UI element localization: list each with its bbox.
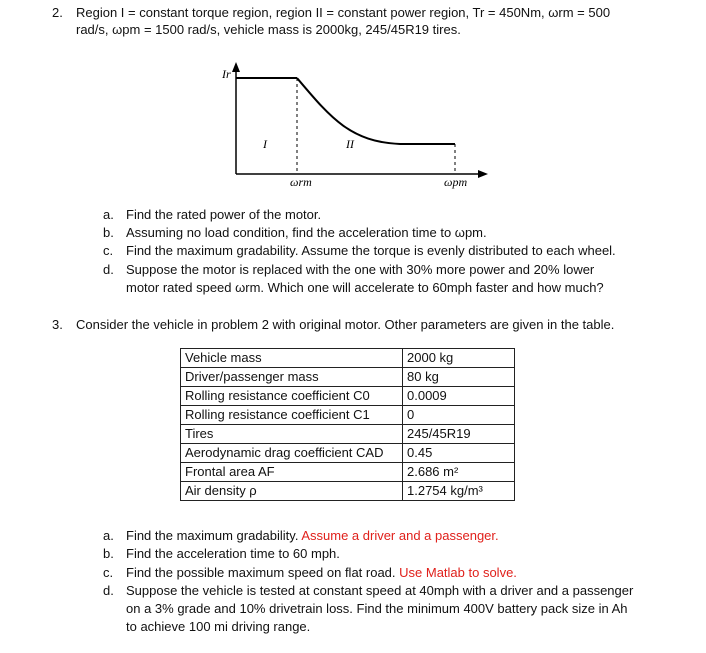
x-axis-arrow: [478, 170, 488, 178]
table-row: [181, 387, 515, 406]
value-cell: 0.0009: [403, 387, 515, 406]
p2-item-d-text-cont: motor rated speed ωrm. Which one will accelerate to 60mph faster and how much?: [126, 280, 604, 295]
param-cell: Air density ρ: [181, 482, 403, 501]
p2-item-b-text: Assuming no load condition, find the acceleration time to ωpm.: [126, 225, 487, 240]
p3-item-b-letter: b.: [103, 546, 114, 561]
p3-item-a: [126, 527, 499, 544]
param-cell: Rolling resistance coefficient C1: [181, 406, 403, 425]
constant-power-curve: [297, 78, 455, 144]
table-row: [181, 444, 515, 463]
table-row: [181, 406, 515, 425]
value-cell: 0: [403, 406, 515, 425]
param-cell: Tires: [181, 425, 403, 444]
x-tick-wrm: ωrm: [290, 175, 312, 189]
p3-item-d-letter: d.: [103, 583, 114, 598]
p2-item-d-letter: d.: [103, 262, 114, 277]
p3-item-d-text-cont1: on a 3% grade and 10% drivetrain loss. Find the minimum 400V battery pack size in Ah: [126, 601, 628, 616]
table-row: [181, 425, 515, 444]
problem2-line1: Region I = constant torque region, region II = constant power region, Tr = 450Nm, ωrm = 500: [76, 5, 611, 20]
p3-item-c-red-note: Use Matlab to solve.: [399, 565, 517, 580]
p2-item-c-letter: c.: [103, 243, 114, 258]
table-row: [181, 482, 515, 501]
p2-item-a-text: Find the rated power of the motor.: [126, 207, 322, 222]
param-cell: Driver/passenger mass: [181, 368, 403, 387]
param-cell: Rolling resistance coefficient C0: [181, 387, 403, 406]
y-axis-arrow: [232, 62, 240, 72]
p2-item-d-text: Suppose the motor is replaced with the one with 30% more power and 20% lower: [126, 262, 595, 277]
param-cell: Vehicle mass: [181, 349, 403, 368]
p3-item-c-text: Find the possible maximum speed on flat road.: [126, 565, 400, 580]
param-cell: Frontal area AF: [181, 463, 403, 482]
value-cell: 245/45R19: [403, 425, 515, 444]
torque-speed-figure: [200, 62, 490, 197]
param-cell: Aerodynamic drag coefficient CAD: [181, 444, 403, 463]
p3-item-d-text: Suppose the vehicle is tested at constant speed at 40mph with a driver and a passenger: [126, 583, 634, 598]
value-cell: 2000 kg: [403, 349, 515, 368]
region1-label: I: [263, 137, 267, 151]
parameters-table: [180, 348, 515, 501]
p3-item-b-text: Find the acceleration time to 60 mph.: [126, 546, 340, 561]
p3-item-a-text: Find the maximum gradability.: [126, 528, 302, 543]
value-cell: 80 kg: [403, 368, 515, 387]
p3-item-d-text-cont2: to achieve 100 mi driving range.: [126, 619, 311, 634]
table-row: [181, 463, 515, 482]
p2-item-c-text: Find the maximum gradability. Assume the torque is evenly distributed to each wheel.: [126, 243, 616, 258]
table-row: [181, 349, 515, 368]
p3-item-c-letter: c.: [103, 565, 114, 580]
p3-item-a-red-note: Assume a driver and a passenger.: [301, 528, 499, 543]
y-axis-label: Ir: [222, 67, 231, 81]
p3-item-a-letter: a.: [103, 528, 114, 543]
problem3-number: 3.: [52, 317, 63, 332]
value-cell: 1.2754 kg/m³: [403, 482, 515, 501]
value-cell: 0.45: [403, 444, 515, 463]
p2-item-b-letter: b.: [103, 225, 114, 240]
region2-label: II: [346, 137, 354, 151]
problem2-number: 2.: [52, 5, 63, 20]
table-row: [181, 368, 515, 387]
value-cell: 2.686 m²: [403, 463, 515, 482]
x-tick-wpm: ωpm: [444, 175, 468, 189]
problem3-intro: Consider the vehicle in problem 2 with original motor. Other parameters are given in the table.: [76, 317, 615, 332]
p2-item-a-letter: a.: [103, 207, 114, 222]
p3-item-c: [126, 564, 517, 581]
problem2-line2: rad/s, ωpm = 1500 rad/s, vehicle mass is 2000kg, 245/45R19 tires.: [76, 22, 461, 37]
